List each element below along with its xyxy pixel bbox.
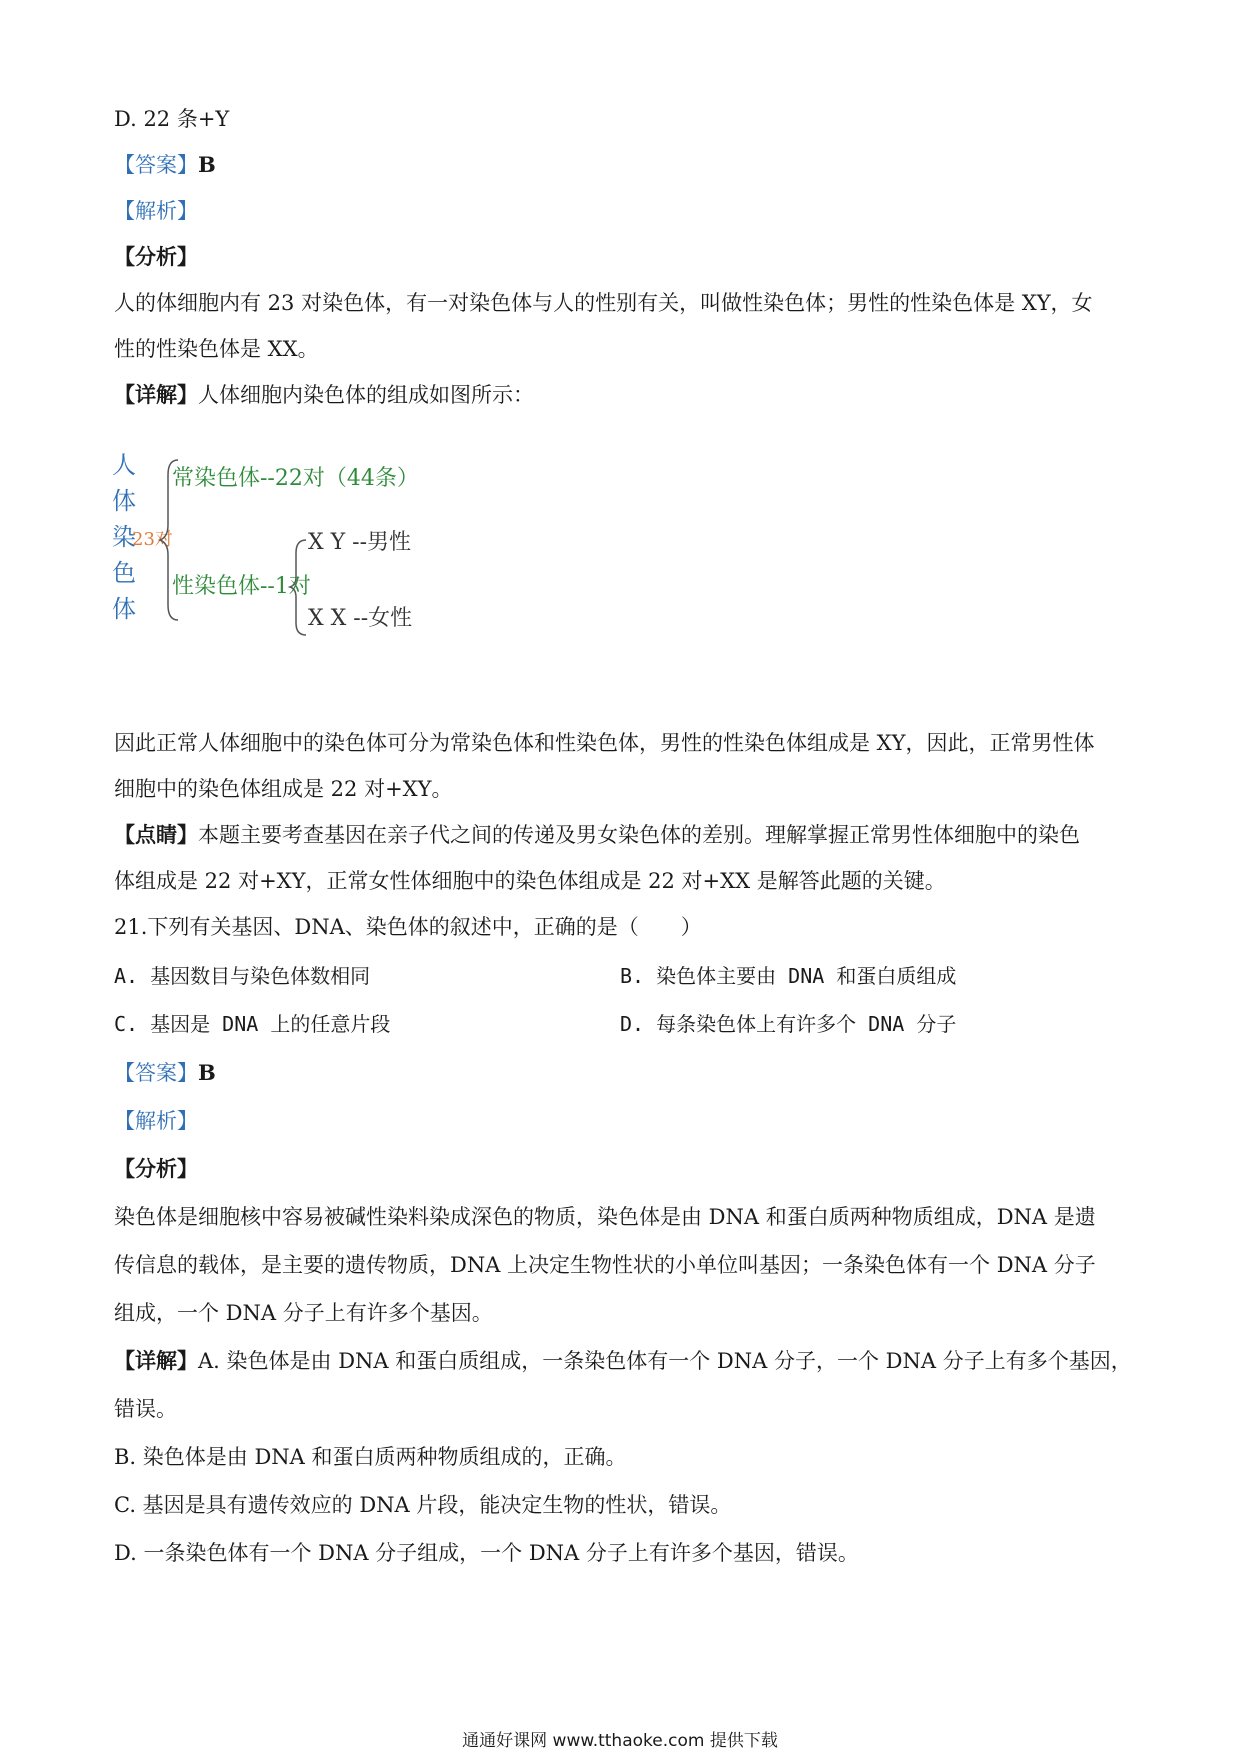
q20-dianjing-line-1 xyxy=(114,820,1134,850)
q21-analysis-tag xyxy=(114,1106,1134,1136)
male-text: X Y --男性 xyxy=(308,530,412,555)
vertical-label-char: 染 xyxy=(112,523,136,551)
q21-explain-b: B. 染色体是由 DNA 和蛋白质两种物质组成的，正确。 xyxy=(114,1445,627,1469)
q21-option-c: C. 基因是 DNA 上的任意片段 xyxy=(114,1012,391,1036)
q21-option-d: D. 每条染色体上有许多个 DNA 分子 xyxy=(620,1012,957,1036)
q20-fenxi-tag: 【分析】 xyxy=(114,244,198,269)
q21-option-a: A. 基因数目与染色体数相同 xyxy=(114,964,371,988)
analysis-tag: 【解析】 xyxy=(114,199,198,223)
answer-value: B xyxy=(198,152,216,177)
female-text: X X --女性 xyxy=(308,606,413,631)
xiangjie-tag: 【详解】 xyxy=(114,1348,198,1373)
female-line xyxy=(308,606,412,631)
q21-explain-c: C. 基因是具有遗传效应的 DNA 片段，能决定生物的性状，错误。 xyxy=(114,1493,732,1517)
q21-explain-d: D. 一条染色体有一个 DNA 分子组成，一个 DNA 分子上有许多个基因，错误。 xyxy=(114,1541,859,1565)
answer-tag: 【答案】 xyxy=(114,1061,198,1085)
q21-answer-line xyxy=(114,1058,1134,1088)
xiangjie-text: A. 染色体是由 DNA 和蛋白质组成，一条染色体有一个 DNA 分子，一个 DNA 分子上有多个基因， xyxy=(198,1349,1132,1373)
q21-fenxi-line-3: 组成，一个 DNA 分子上有许多个基因。 xyxy=(114,1301,493,1325)
answer-value: B xyxy=(198,1060,216,1085)
q21-fenxi-line-2: 传信息的载体，是主要的遗传物质，DNA 上决定生物性状的小单位叫基因；一条染色体有一个 DNA 分子 xyxy=(114,1253,1096,1277)
dianjing-text: 本题主要考查基因在亲子代之间的传递及男女染色体的差别。理解掌握正常男性体细胞中的染色 xyxy=(198,823,1080,847)
q20-answer-line xyxy=(114,150,1134,180)
autosome-text: 常染色体--22对（44条） xyxy=(172,466,419,491)
footer-text: 通通好课网 www.tthaoke.com 提供下载 xyxy=(462,1731,778,1751)
sex-chrom-text: 性染色体--1对 xyxy=(172,574,311,599)
q21-option-b: B. 染色体主要由 DNA 和蛋白质组成 xyxy=(620,964,957,988)
q20-dianjing-line-2: 体组成是 22 对+XY，正常女性体细胞中的染色体组成是 22 对+XX 是解答此题的关键。 xyxy=(114,869,946,893)
analysis-tag: 【解析】 xyxy=(114,1109,198,1133)
q21-question: 21.下列有关基因、DNA、染色体的叙述中，正确的是（ ） xyxy=(114,915,702,939)
q21-fenxi-tag: 【分析】 xyxy=(114,1156,198,1181)
vertical-label-char: 色 xyxy=(112,559,136,587)
chromosome-composition-diagram xyxy=(110,445,490,660)
q21-fenxi-line-1: 染色体是细胞核中容易被碱性染料染成深色的物质，染色体是由 DNA 和蛋白质两种物质组成，DNA 是遗 xyxy=(114,1205,1096,1229)
pairs-label: 23对 xyxy=(132,529,173,550)
vertical-label-char: 体 xyxy=(112,487,136,515)
q20-xiangjie-line xyxy=(114,380,1134,410)
vertical-label-char: 人 xyxy=(112,451,136,479)
q20-conclusion-line-1: 因此正常人体细胞中的染色体可分为常染色体和性染色体，男性的性染色体组成是 XY，因此，正常男性体 xyxy=(114,731,1095,755)
option-d-prev: D. 22 条+Y xyxy=(114,107,230,131)
male-line xyxy=(308,530,411,555)
answer-tag: 【答案】 xyxy=(114,153,198,177)
dianjing-tag: 【点睛】 xyxy=(114,822,198,847)
xiangjie-text: 人体细胞内染色体的组成如图所示： xyxy=(198,383,534,407)
autosome-label xyxy=(172,466,419,491)
q20-conclusion-line-2: 细胞中的染色体组成是 22 对+XY。 xyxy=(114,777,453,801)
q21-xiangjie-line-1 xyxy=(114,1346,1134,1376)
q20-fenxi-line-1: 人的体细胞内有 23 对染色体，有一对染色体与人的性别有关，叫做性染色体；男性的性染色体是 XY，女 xyxy=(114,291,1093,315)
q20-fenxi-line-2: 性的性染色体是 XX。 xyxy=(114,337,319,361)
vertical-label-char: 体 xyxy=(112,595,136,623)
q21-xiangjie-line-2: 错误。 xyxy=(114,1397,177,1421)
q20-analysis-tag xyxy=(114,196,1134,226)
xiangjie-tag: 【详解】 xyxy=(114,382,198,407)
